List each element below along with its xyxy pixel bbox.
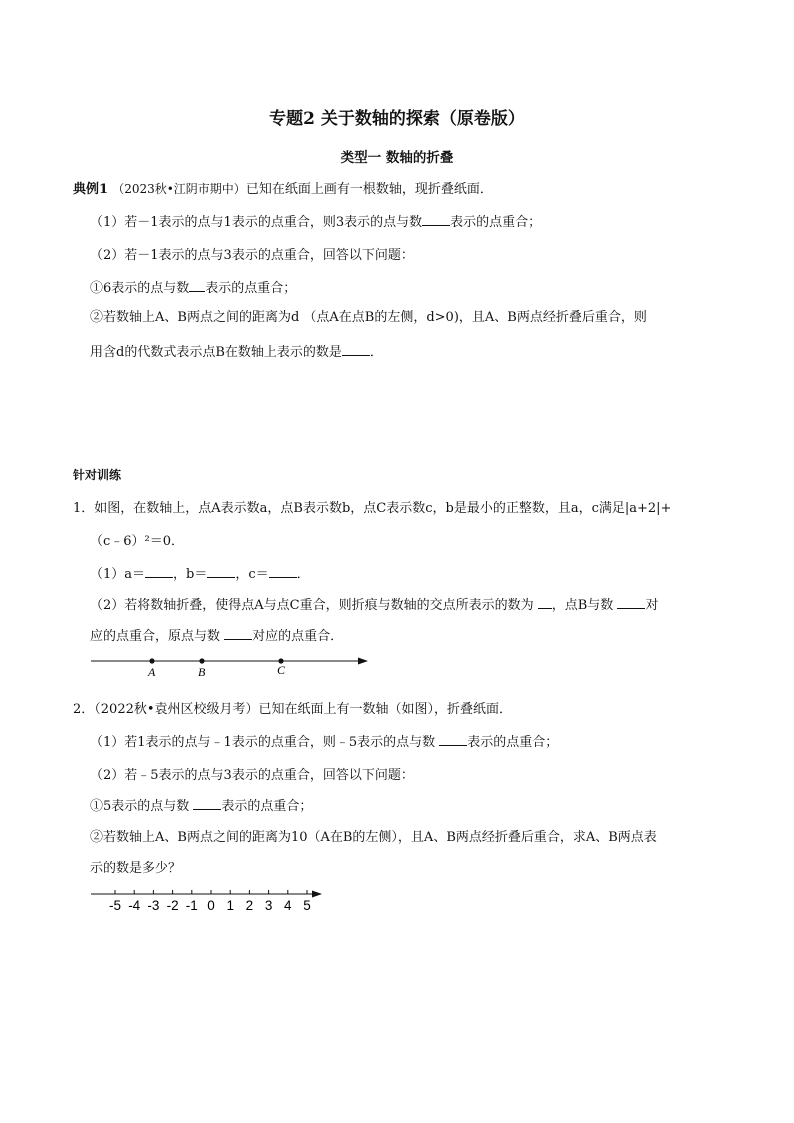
problem2-s2-line1: ②若数轴上A、B两点之间的距离为10（A在B的左侧），且A、B两点经折叠后重合，求A、B两点表 xyxy=(90,830,657,845)
answer-blank[interactable] xyxy=(342,343,370,356)
problem2-q2: （2）若﹣5表示的点与3表示的点重合，回答以下问题： xyxy=(90,768,414,783)
answer-blank[interactable] xyxy=(207,565,235,578)
tick-label: 4 xyxy=(284,898,292,913)
problem2-s2-line2: 示的数是多少？ xyxy=(90,861,182,876)
tick-label: 0 xyxy=(207,898,215,913)
example1-q1: （1）若－1表示的点与1表示的点重合，则3表示的点与数 表示的点重合； xyxy=(90,215,542,230)
tick-label: -3 xyxy=(147,898,160,913)
tick-label: 5 xyxy=(303,898,311,913)
tick-label: -4 xyxy=(128,898,141,913)
answer-blank[interactable] xyxy=(189,279,205,292)
example1-q2: （2）若－1表示的点与3表示的点重合，回答以下问题： xyxy=(90,248,414,263)
problem1-number-line xyxy=(88,652,378,682)
problem1-q2-line2: 应的点重合，原点与数 对应的点重合． xyxy=(90,629,344,644)
example1-stem: 已知在纸面上画有一根数轴，现折叠纸面． xyxy=(245,182,493,197)
tick-label: -2 xyxy=(166,898,179,913)
problem2-line1: 2．（2022秋•袁州区校级月考）已知在纸面上有一数轴（如图），折叠纸面． xyxy=(73,702,513,717)
section-subtitle: 类型一 数轴的折叠 xyxy=(340,150,454,166)
page-title: 专题2 关于数轴的探索（原卷版） xyxy=(269,109,525,129)
answer-blank[interactable] xyxy=(145,565,173,578)
point-a-dot xyxy=(149,658,154,663)
problem2-number-line xyxy=(88,886,338,916)
example1-s2-line2: 用含d的代数式表示点B在数轴上表示的数是 ． xyxy=(90,345,383,360)
point-a-label: A xyxy=(148,665,156,679)
point-b-label: B xyxy=(198,665,206,679)
tick-label: 2 xyxy=(245,898,254,913)
axis-arrow-icon xyxy=(312,891,322,898)
problem1-line2: （c﹣6）²＝0． xyxy=(90,534,185,549)
axis-arrow-icon xyxy=(358,658,368,665)
problem1-q2-line1: （2）若将数轴折叠，使得点A与点C重合，则折痕与数轴的交点所表示的数为 ，点B与数 对 xyxy=(90,598,659,613)
problem2-q1: （1）若1表示的点与﹣1表示的点重合，则﹣5表示的点与数 表示的点重合； xyxy=(90,735,559,750)
answer-blank[interactable] xyxy=(193,797,221,810)
example1-source: （2023秋•江阴市期中） xyxy=(112,182,246,196)
answer-blank[interactable] xyxy=(538,596,552,609)
problem1-line1: 1．如图，在数轴上，点A表示数a，点B表示数b，点C表示数c，b是最小的正整数，且a，c满足|a+2|+ xyxy=(73,501,672,516)
tick-label: -5 xyxy=(108,898,122,913)
point-b-dot xyxy=(199,658,204,663)
tick-label: -1 xyxy=(185,898,198,913)
tick-label: 3 xyxy=(264,898,273,913)
example1-s2-line1: ②若数轴上A、B两点之间的距离为d （点A在点B的左侧，d>0)，且A、B两点经折叠后重合，则 xyxy=(90,310,647,325)
answer-blank[interactable] xyxy=(269,565,297,578)
training-header: 针对训练 xyxy=(73,468,122,482)
example1-s1: ①6表示的点与数 表示的点重合； xyxy=(90,281,297,296)
answer-blank[interactable] xyxy=(439,733,467,746)
tick-label: 1 xyxy=(226,898,234,913)
problem1-q1: （1）a＝ ，b＝ ，c＝ ． xyxy=(90,567,310,582)
example1-label: 典例1 xyxy=(73,182,109,197)
answer-blank[interactable] xyxy=(422,213,450,226)
point-c-label: C xyxy=(277,663,286,677)
answer-blank[interactable] xyxy=(617,596,645,609)
example1-header xyxy=(73,178,493,197)
answer-blank[interactable] xyxy=(224,627,252,640)
problem2-s1: ①5表示的点与数 表示的点重合； xyxy=(90,799,313,814)
